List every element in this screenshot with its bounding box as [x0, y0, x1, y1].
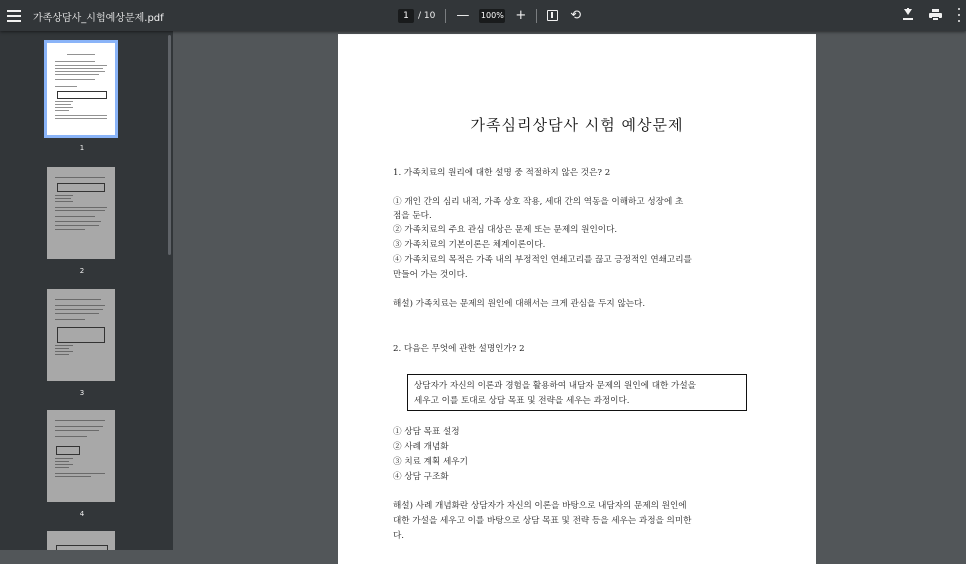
toolbar-actions — [901, 7, 966, 23]
question-1: 1. 가족치료의 원리에 대한 설명 중 적절하지 않은 것은? 2 — [393, 168, 611, 178]
thumbnail-image — [47, 167, 115, 259]
rotate-icon[interactable]: ⟲ — [570, 8, 582, 23]
q2-option-2: ② 사례 개념화 — [393, 442, 449, 452]
q2-option-4: ④ 상담 구조화 — [393, 472, 449, 482]
q2-explanation-end: 다. — [393, 531, 405, 541]
q2-option-3: ③ 치료 계획 세우기 — [393, 457, 468, 467]
q1-option-4-cont: 만들어 가는 것이다. — [393, 270, 468, 280]
print-icon[interactable] — [929, 9, 942, 21]
sidebar-scrollbar[interactable] — [168, 35, 171, 255]
page-number-input[interactable] — [398, 9, 414, 23]
thumbnail-page-2[interactable] — [47, 167, 115, 275]
toolbar-divider — [536, 9, 537, 23]
thumbnail-label: 3 — [79, 389, 85, 397]
zoom-out-button[interactable]: — — [456, 7, 470, 23]
q2-box-line-2: 세우고 이를 토대로 상담 목표 및 전략을 세우는 과정이다. — [414, 396, 630, 406]
thumbnail-image — [47, 289, 115, 381]
q2-option-1: ① 상담 목표 설정 — [393, 427, 460, 437]
q2-explanation: 해설) 사례 개념화란 상담자가 자신의 이론을 바탕으로 내담자의 문제의 원인에 — [393, 501, 687, 511]
document-title: 가족상담사_시험예상문제.pdf — [33, 13, 164, 24]
thumbnail-label: 2 — [79, 267, 85, 275]
q2-box-line-1: 상담자가 자신의 이론과 경험을 활용하여 내담자 문제의 원인에 대한 가설을 — [414, 381, 696, 391]
menu-icon[interactable] — [7, 8, 21, 23]
thumbnail-sidebar — [0, 31, 173, 550]
thumbnail-image — [47, 43, 115, 135]
q1-option-1-cont: 점을 둔다. — [393, 211, 432, 221]
pdf-toolbar — [0, 0, 966, 31]
thumbnail-page-1[interactable] — [47, 43, 115, 152]
page-title: 가족심리상담사 시험 예상문제 — [470, 116, 684, 134]
more-vert-icon[interactable] — [956, 8, 962, 22]
question-2: 2. 다음은 무엇에 관한 설명인가? 2 — [393, 344, 525, 354]
thumbnail-image — [47, 410, 115, 502]
zoom-in-button[interactable]: + — [515, 7, 527, 23]
thumbnail-page-3[interactable] — [47, 289, 115, 397]
q2-description-box — [407, 374, 747, 411]
toolbar-divider — [445, 9, 446, 23]
page-zoom-controls — [398, 7, 581, 24]
fit-page-icon[interactable] — [547, 10, 558, 21]
q2-explanation-cont: 대한 가설을 세우고 이를 바탕으로 상담 목표 및 전략 등을 세우는 과정을 의미한 — [393, 516, 692, 526]
zoom-input[interactable] — [479, 9, 505, 23]
pdf-page — [338, 34, 816, 564]
q1-explanation: 해설) 가족치료는 문제의 원인에 대해서는 크게 관심을 두지 않는다. — [393, 299, 646, 309]
q1-option-3: ③ 가족치료의 기본이론은 체계이론이다. — [393, 240, 546, 250]
q1-option-4: ④ 가족치료의 목적은 가족 내의 부정적인 연쇄고리를 끊고 긍정적인 연쇄고리를 — [393, 255, 692, 265]
download-icon[interactable] — [901, 7, 915, 23]
thumbnail-page-4[interactable] — [47, 410, 115, 518]
page-total: / 10 — [418, 10, 436, 21]
q1-option-2: ② 가족치료의 주요 관심 대상은 문제 또는 문제의 원인이다. — [393, 225, 618, 235]
thumbnail-image — [47, 531, 115, 550]
q1-option-1: ① 개인 간의 심리 내적, 가족 상호 작용, 세대 간의 역동을 이해하고 성장에 초 — [393, 197, 684, 207]
thumbnail-page-5[interactable] — [47, 531, 115, 550]
thumbnail-label: 4 — [79, 510, 85, 518]
thumbnail-label: 1 — [79, 144, 85, 152]
